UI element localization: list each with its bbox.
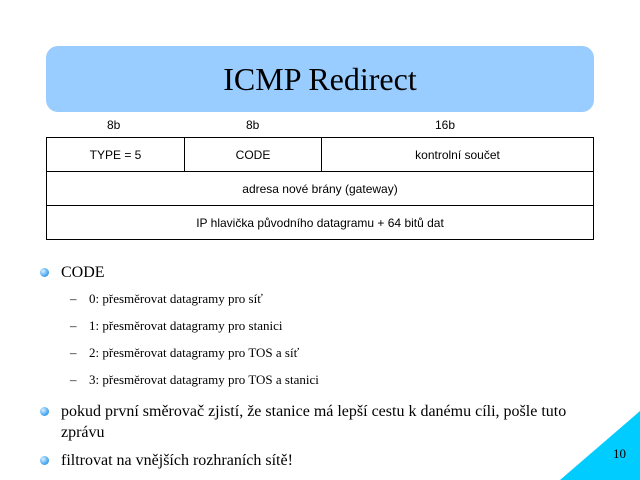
sub-bullet-text: 1: přesměrovat datagramy pro stanici — [89, 318, 283, 333]
bullet-icon — [40, 268, 49, 277]
corner-decoration — [560, 411, 640, 480]
code-field: CODE — [184, 138, 321, 171]
bullet-list — [40, 262, 600, 471]
sub-bullet — [70, 345, 600, 361]
bullet-icon — [40, 456, 49, 465]
bullet-icon — [40, 407, 49, 416]
header-row-1 — [47, 138, 593, 172]
bit-label-checksum: 16b — [435, 118, 456, 132]
bullet-code — [40, 262, 600, 283]
type-field: TYPE = 5 — [89, 147, 142, 162]
checksum-field: kontrolní součet — [321, 138, 593, 171]
header-row-3 — [47, 206, 593, 239]
bullet-filter-text: filtrovat na vnějších rozhraních sítě! — [61, 452, 293, 469]
sub-bullet-text: 2: přesměrovat datagramy pro TOS a síť — [89, 345, 300, 360]
dash-icon: – — [70, 318, 77, 333]
sub-bullet — [70, 372, 600, 388]
dash-icon: – — [70, 372, 77, 387]
bit-label-code: 8b — [246, 118, 260, 132]
sub-bullet — [70, 291, 600, 307]
slide-title: ICMP Redirect — [223, 60, 417, 97]
icmp-header-diagram — [46, 137, 594, 240]
gateway-field: adresa nové brány (gateway) — [242, 181, 398, 196]
sub-bullet-text: 3: přesměrovat datagramy pro TOS a stanici — [89, 372, 319, 387]
bit-label-type: 8b — [107, 118, 121, 132]
bullet-router — [40, 401, 600, 443]
sub-bullet-text: 0: přesměrovat datagramy pro síť — [89, 291, 263, 306]
dash-icon: – — [70, 291, 77, 306]
bullet-code-text: CODE — [61, 264, 105, 281]
header-row-2 — [47, 172, 593, 206]
sub-bullet — [70, 318, 600, 334]
page-number: 10 — [613, 446, 626, 461]
ip-header-field: IP hlavička původního datagramu + 64 bitů dat — [196, 215, 444, 230]
bullet-filter — [40, 450, 600, 471]
bullet-router-text: pokud první směrovač zjistí, že stanice má lepší cestu k danému cíli, pošle tuto zprávu — [61, 403, 567, 441]
dash-icon: – — [70, 345, 77, 360]
title-banner — [46, 46, 594, 112]
